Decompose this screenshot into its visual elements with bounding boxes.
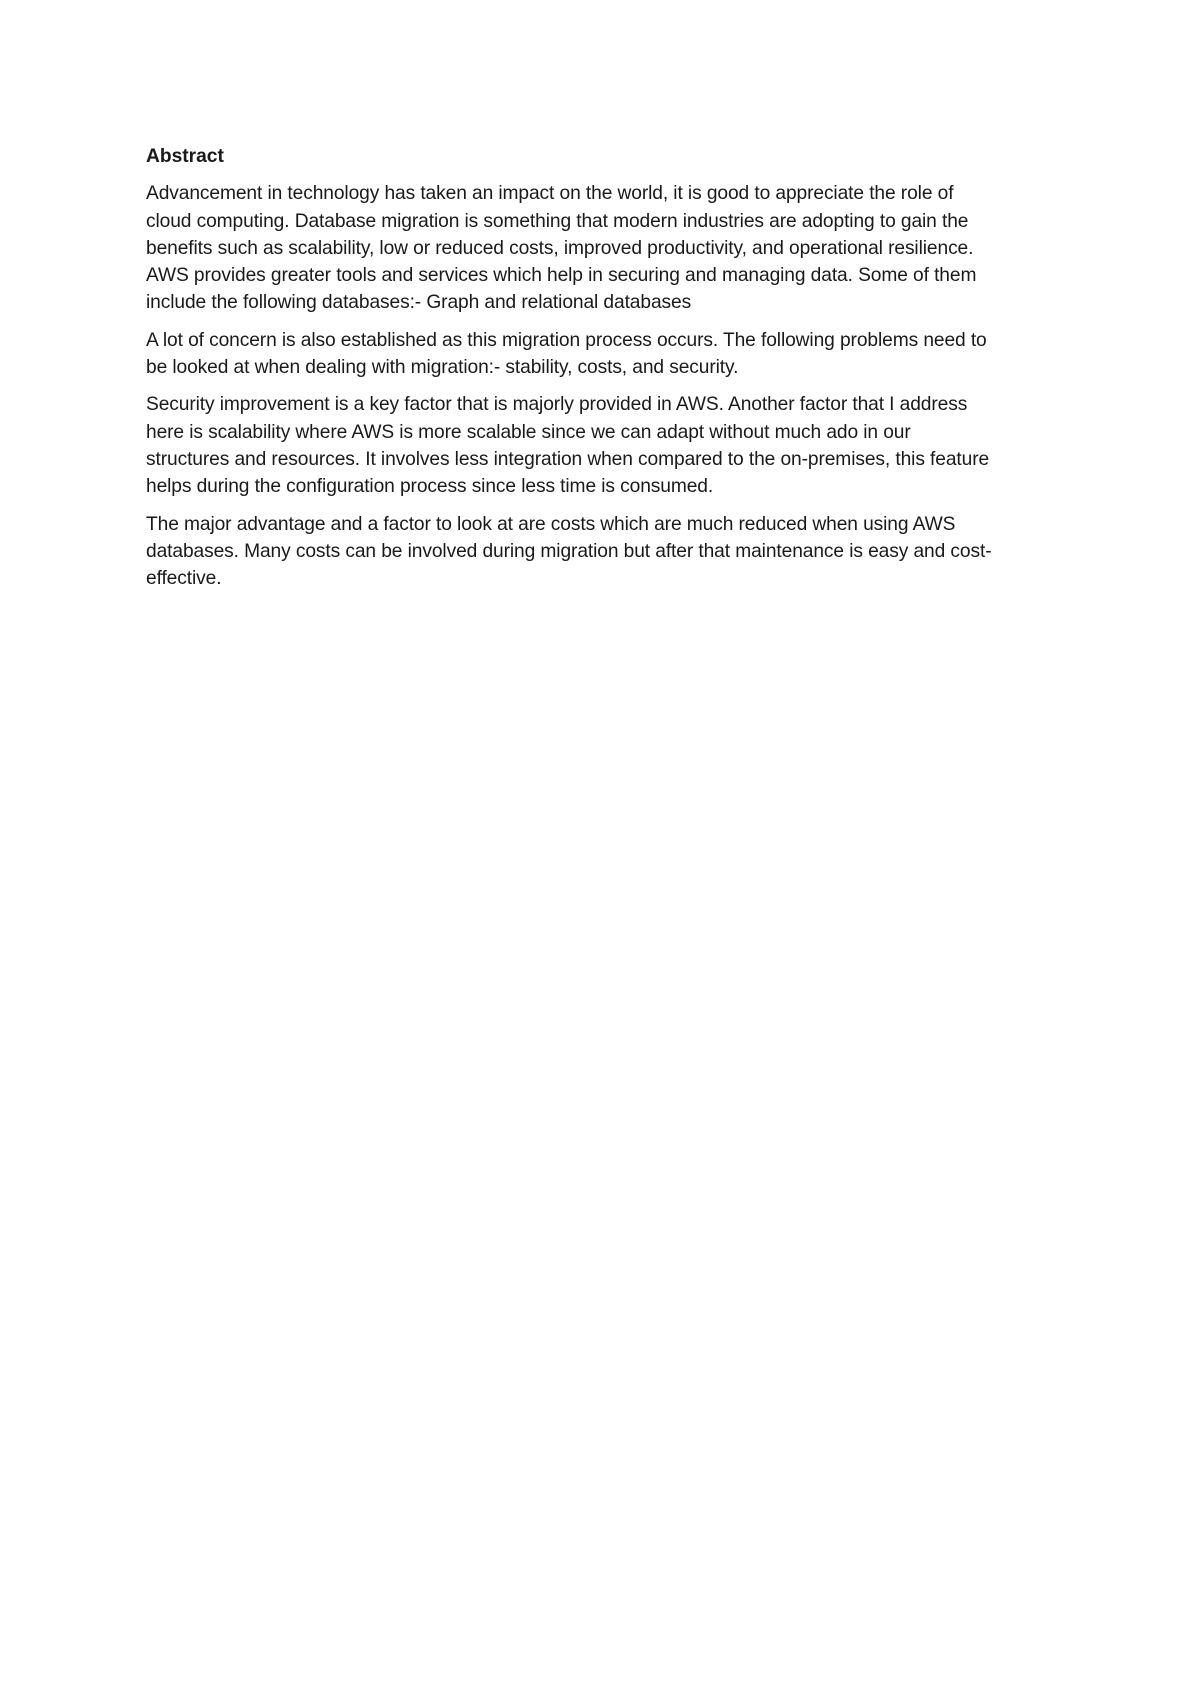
abstract-heading: Abstract xyxy=(146,146,224,167)
paragraph-line: be looked at when dealing with migration:- stability, costs, and security. xyxy=(146,357,739,379)
paragraph-line: databases. Many costs can be involved during migration but after that maintenance is easy and cost- xyxy=(146,540,992,562)
document-body xyxy=(146,143,1066,602)
paragraph-line: benefits such as scalability, low or reduced costs, improved productivity, and operational resilience. xyxy=(146,237,974,259)
paragraph-line: cloud computing. Database migration is something that modern industries are adopting to gain the xyxy=(146,210,969,232)
paragraph-line: A lot of concern is also established as this migration process occurs. The following problems need to xyxy=(146,329,987,351)
paragraph-line: The major advantage and a factor to look at are costs which are much reduced when using AWS xyxy=(146,513,956,535)
paragraph-line: effective. xyxy=(146,568,222,590)
paragraph-line: here is scalability where AWS is more scalable since we can adapt without much ado in our xyxy=(146,421,911,443)
paragraph-line: Advancement in technology has taken an impact on the world, it is good to appreciate the role of xyxy=(146,183,954,205)
paragraph-2 xyxy=(146,327,1066,382)
paragraph-line: AWS provides greater tools and services which help in securing and managing data. Some of them xyxy=(146,265,977,287)
paragraph-4 xyxy=(146,511,1066,593)
paragraph-3 xyxy=(146,391,1066,500)
paragraph-line: structures and resources. It involves less integration when compared to the on-premises, this feature xyxy=(146,448,990,470)
paragraph-line: Security improvement is a key factor that is majorly provided in AWS. Another factor that I address xyxy=(146,394,968,416)
paragraph-line: helps during the configuration process since less time is consumed. xyxy=(146,476,714,498)
paragraph-line: include the following databases:- Graph and relational databases xyxy=(146,292,692,314)
paragraph-1 xyxy=(146,180,1066,316)
